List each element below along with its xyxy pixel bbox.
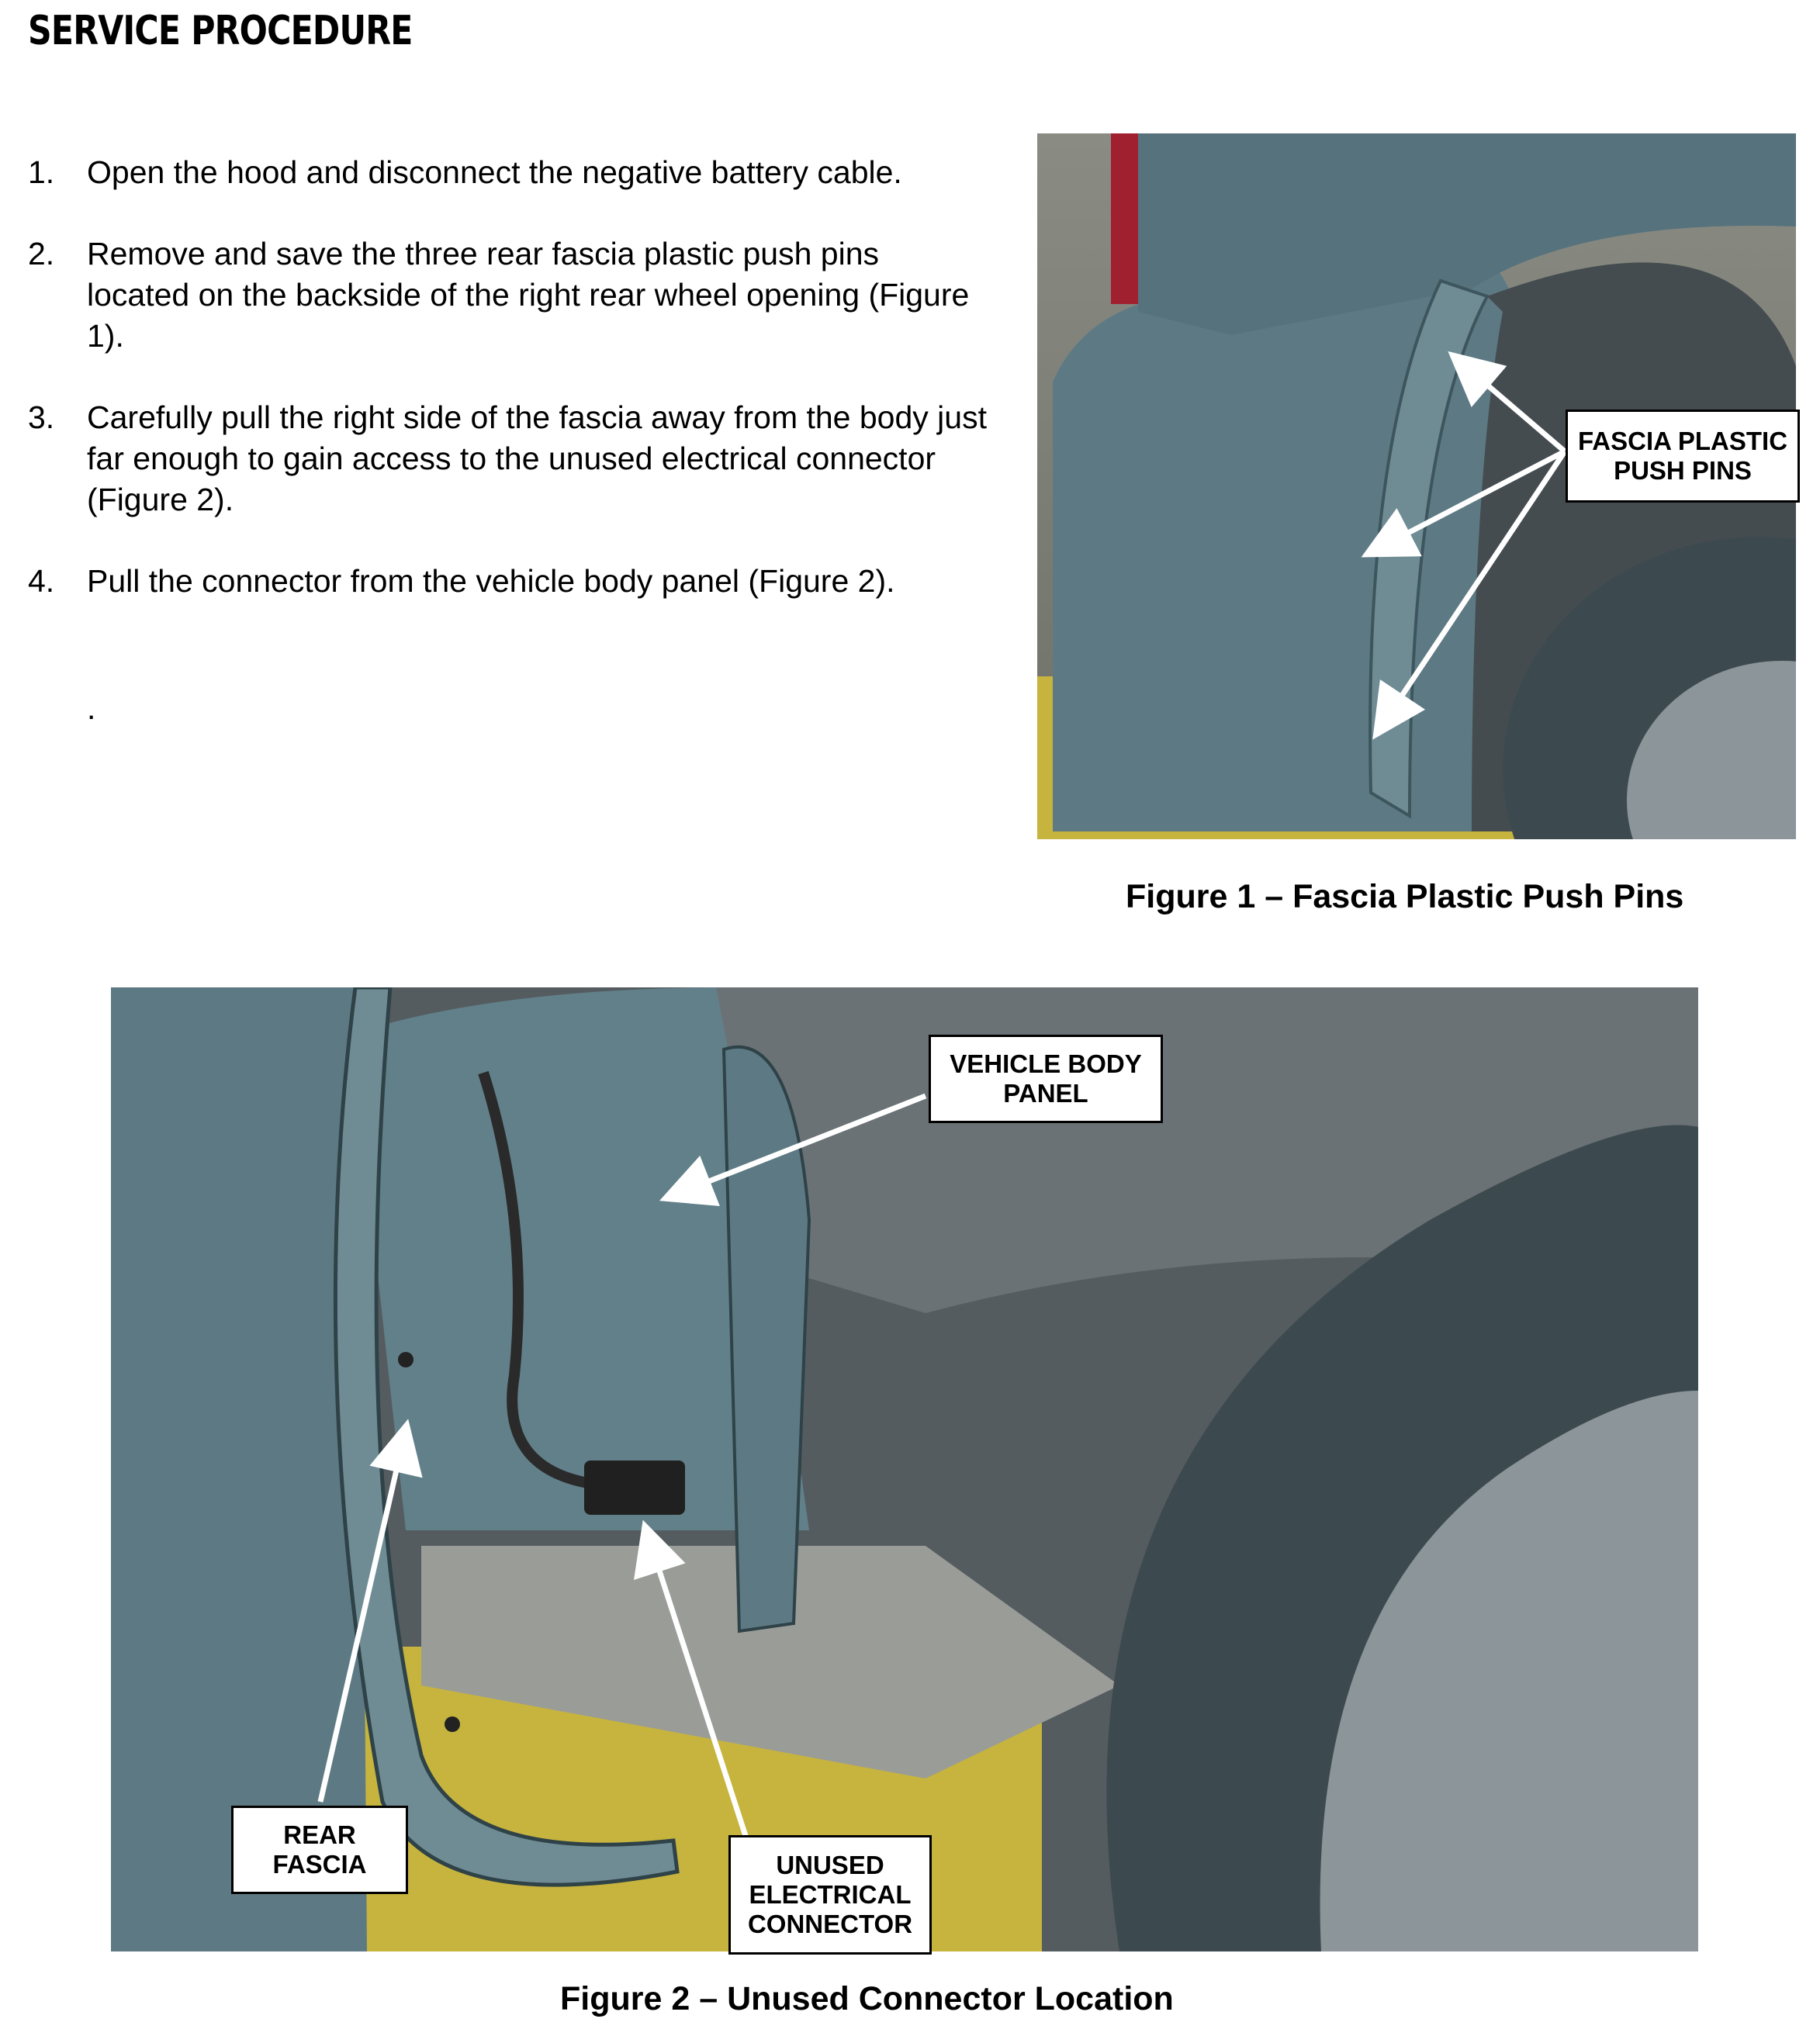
step-number: 3. <box>28 399 55 435</box>
step-text: Carefully pull the right side of the fascia away from the body just far enough to gain access to the unused electrical connector (Figure 2). <box>87 399 987 517</box>
step-text: Pull the connector from the vehicle body panel (Figure 2). <box>87 563 895 599</box>
step-number: 1. <box>28 154 55 190</box>
procedure-steps <box>28 152 990 642</box>
fascia-push-pins-callout: FASCIA PLASTIC PUSH PINS <box>1566 410 1800 503</box>
unused-connector-callout: UNUSED ELECTRICAL CONNECTOR <box>728 1835 932 1955</box>
step-1 <box>28 152 990 193</box>
push-pin-hole <box>445 1716 460 1732</box>
step-3 <box>28 397 990 520</box>
step-text: Open the hood and disconnect the negative battery cable. <box>87 154 902 190</box>
step-2 <box>28 233 990 357</box>
step-text: Remove and save the three rear fascia plastic push pins located on the backside of the right rear wheel opening (Figure 1). <box>87 236 970 354</box>
electrical-connector <box>584 1461 685 1515</box>
page-title: SERVICE PROCEDURE <box>28 8 413 54</box>
figure-2-caption: Figure 2 – Unused Connector Location <box>560 1980 1174 2017</box>
rear-fascia-callout: REAR FASCIA <box>231 1806 408 1894</box>
trailing-mark: . <box>87 690 96 726</box>
figure-1-caption: Figure 1 – Fascia Plastic Push Pins <box>1126 878 1684 915</box>
step-number: 2. <box>28 236 55 271</box>
fascia-bracket <box>724 1047 809 1631</box>
step-number: 4. <box>28 563 55 599</box>
push-pin-hole <box>398 1352 413 1367</box>
taillight <box>1111 133 1138 304</box>
vehicle-body-panel-callout: VEHICLE BODY PANEL <box>929 1035 1163 1123</box>
step-4 <box>28 561 990 602</box>
